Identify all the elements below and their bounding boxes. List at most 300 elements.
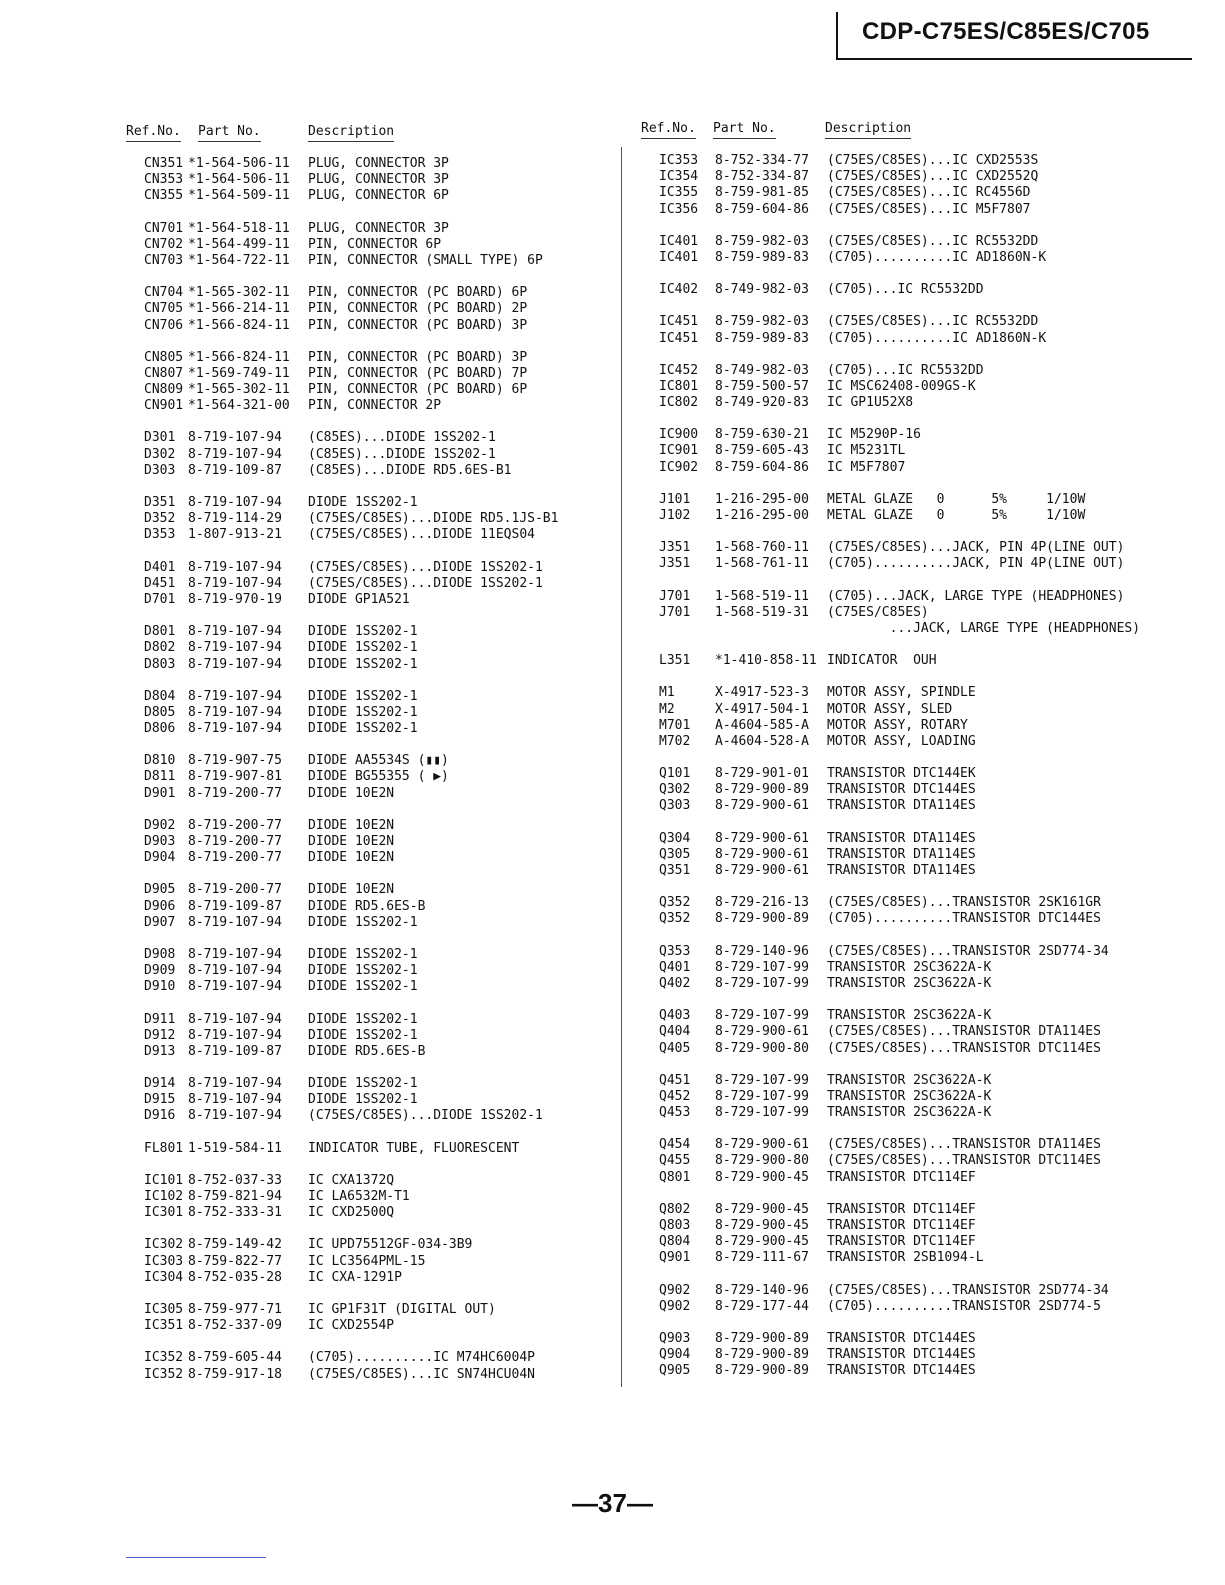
table-row <box>641 540 1201 556</box>
description: IC CXA1372Q <box>308 1172 395 1188</box>
ref-no: CN809 <box>144 382 184 398</box>
ref-no: D903 <box>144 834 176 849</box>
part-no: 8-719-107-94 <box>188 1027 282 1043</box>
ref-no: D910 <box>144 979 176 995</box>
part-no: 8-719-107-94 <box>188 721 282 737</box>
table-row <box>641 1331 1201 1347</box>
description: (C75ES/C85ES)...DIODE RD5.1JS-B1 <box>308 511 559 527</box>
description: IC CXA-1291P <box>308 1269 402 1285</box>
table-row <box>641 314 1201 330</box>
description: IC M5F7807 <box>827 459 906 475</box>
description: DIODE 1SS202-1 <box>308 1076 418 1092</box>
part-no: 8-719-109-87 <box>188 898 282 914</box>
ref-no: IC354 <box>659 169 699 185</box>
ref-no: Q302 <box>659 782 691 798</box>
ref-no: Q453 <box>659 1105 691 1121</box>
parts-group <box>641 895 1201 927</box>
ref-no: CN351 <box>144 156 184 171</box>
part-no: *1-564-499-11 <box>188 236 290 252</box>
description: DIODE 10E2N <box>308 817 395 833</box>
ref-no: Q903 <box>659 1330 691 1346</box>
part-no: 8-729-900-45 <box>715 1201 809 1217</box>
part-no: 8-729-107-99 <box>715 959 809 975</box>
table-row <box>126 156 596 172</box>
description: (C85ES)...DIODE 1SS202-1 <box>308 430 496 446</box>
header-ref-no: Ref.No. <box>126 124 181 142</box>
description: (C85ES)...DIODE 1SS202-1 <box>308 446 496 462</box>
ref-no: IC401 <box>659 249 699 265</box>
description: (C75ES/C85ES)...DIODE 11EQS04 <box>308 527 535 543</box>
ref-no: Q804 <box>659 1234 691 1250</box>
description: IC GP1F31T (DIGITAL OUT) <box>308 1301 496 1317</box>
part-no: 8-729-900-61 <box>715 798 809 814</box>
table-row <box>641 460 1201 476</box>
ref-no: IC802 <box>659 395 699 411</box>
table-row <box>641 492 1201 508</box>
ref-no: M701 <box>659 717 691 733</box>
ref-no: IC402 <box>659 282 699 298</box>
description: DIODE 1SS202-1 <box>308 721 418 737</box>
ref-no: Q902 <box>659 1298 691 1314</box>
parts-group <box>126 285 596 334</box>
description: TRANSISTOR DTA114ES <box>827 846 976 862</box>
description: (C75ES/C85ES)...DIODE 1SS202-1 <box>308 1108 543 1124</box>
part-no: *1-564-506-11 <box>188 172 290 188</box>
description: PLUG, CONNECTOR 3P <box>308 156 449 171</box>
part-no: 8-719-107-94 <box>188 640 282 656</box>
part-no: 8-729-900-61 <box>715 846 809 862</box>
description: (C705)..........IC AD1860N-K <box>827 330 1047 346</box>
description: DIODE 10E2N <box>308 785 395 801</box>
part-no: 8-719-200-77 <box>188 850 282 866</box>
ref-no: CN703 <box>144 252 184 268</box>
table-row <box>641 685 1201 701</box>
description: IC M5290P-16 <box>827 427 921 443</box>
description: TRANSISTOR 2SB1094-L <box>827 1250 984 1266</box>
ref-no: D353 <box>144 527 176 543</box>
ref-no: IC351 <box>144 1318 184 1334</box>
table-row <box>126 818 596 834</box>
parts-column-right <box>641 121 1201 1396</box>
description: DIODE 1SS202-1 <box>308 656 418 672</box>
ref-no: D916 <box>144 1108 176 1124</box>
ref-no: D909 <box>144 963 176 979</box>
part-no: 8-752-035-28 <box>188 1269 282 1285</box>
ref-no: D908 <box>144 946 176 962</box>
description: TRANSISTOR DTC114EF <box>827 1218 976 1233</box>
part-no: 8-729-107-99 <box>715 1008 809 1024</box>
ref-no: D913 <box>144 1043 176 1059</box>
part-no: 8-729-900-80 <box>715 1040 809 1056</box>
table-row <box>126 1012 596 1028</box>
table-row <box>641 282 1201 298</box>
part-no: *1-564-518-11 <box>188 220 290 236</box>
ref-no: D905 <box>144 882 176 898</box>
table-row <box>641 153 1201 169</box>
parts-group <box>641 1331 1201 1380</box>
description: MOTOR ASSY, ROTARY <box>827 717 968 733</box>
description: DIODE 1SS202-1 <box>308 624 418 640</box>
part-no: 8-759-989-83 <box>715 330 809 346</box>
table-row <box>126 705 596 721</box>
part-no: *1-564-509-11 <box>188 188 290 204</box>
part-no: 8-719-114-29 <box>188 511 282 527</box>
table-row <box>641 1299 1201 1315</box>
description: TRANSISTOR DTC144EK <box>827 766 976 782</box>
description: DIODE 1SS202-1 <box>308 704 418 720</box>
ref-no: IC452 <box>659 362 699 378</box>
header-description: Description <box>825 121 911 139</box>
description: DIODE BG55355 ( ▶) <box>308 769 449 785</box>
ref-no: Q352 <box>659 911 691 927</box>
description: IC MSC62408-009GS-K <box>827 378 976 394</box>
description: PIN, CONNECTOR (PC BOARD) 6P <box>308 285 528 301</box>
ref-no: D302 <box>144 446 176 462</box>
description: TRANSISTOR 2SC3622A-K <box>827 959 992 975</box>
ref-no: Q401 <box>659 959 691 975</box>
part-no: *1-566-214-11 <box>188 301 290 317</box>
ref-no: J101 <box>659 491 691 507</box>
description: DIODE 1SS202-1 <box>308 1011 418 1027</box>
part-no: 8-729-900-61 <box>715 1024 809 1040</box>
table-row <box>126 398 596 414</box>
part-no: 8-729-900-45 <box>715 1218 809 1233</box>
table-row <box>641 443 1201 459</box>
table-row <box>641 782 1201 798</box>
ref-no: Q901 <box>659 1250 691 1266</box>
description: MOTOR ASSY, SLED <box>827 701 953 717</box>
part-no: 8-719-107-94 <box>188 963 282 979</box>
table-row <box>126 1318 596 1334</box>
ref-no: Q904 <box>659 1347 691 1363</box>
parts-group <box>126 624 596 673</box>
description: (C75ES/C85ES)...IC SN74HCU04N <box>308 1366 535 1382</box>
table-row <box>641 1250 1201 1266</box>
description: (C75ES/C85ES) <box>827 604 929 620</box>
part-no: 8-729-900-89 <box>715 1363 809 1379</box>
ref-no: D801 <box>144 624 176 640</box>
table-row <box>641 1283 1201 1299</box>
part-no: A-4604-528-A <box>715 733 809 749</box>
table-row <box>126 576 596 592</box>
table-row <box>641 508 1201 524</box>
description: TRANSISTOR 2SC3622A-K <box>827 1105 992 1121</box>
part-no: 8-729-216-13 <box>715 895 809 911</box>
table-row <box>126 1270 596 1286</box>
ref-no: Q801 <box>659 1169 691 1185</box>
part-no: A-4604-585-A <box>715 717 809 733</box>
description: PIN, CONNECTOR (PC BOARD) 3P <box>308 317 528 333</box>
part-no: *1-566-824-11 <box>188 317 290 333</box>
description: MOTOR ASSY, SPINDLE <box>827 685 976 701</box>
table-row <box>641 202 1201 218</box>
description: ...JACK, LARGE TYPE (HEADPHONES) <box>827 620 1141 636</box>
ref-no: L351 <box>659 653 691 669</box>
ref-no: Q403 <box>659 1008 691 1024</box>
parts-group <box>126 1141 596 1157</box>
description: PLUG, CONNECTOR 6P <box>308 188 449 204</box>
table-row <box>641 605 1201 621</box>
part-no: 8-759-982-03 <box>715 314 809 330</box>
table-row <box>641 395 1201 411</box>
column-headers-left <box>126 124 596 148</box>
parts-group <box>641 153 1201 218</box>
parts-group <box>641 1073 1201 1122</box>
table-row <box>126 1367 596 1383</box>
description: (C705)..........IC AD1860N-K <box>827 249 1047 265</box>
table-row <box>641 863 1201 879</box>
description: TRANSISTOR DTA114ES <box>827 798 976 814</box>
description: TRANSISTOR 2SC3622A-K <box>827 975 992 991</box>
table-row <box>641 1363 1201 1379</box>
part-no: 8-719-107-94 <box>188 946 282 962</box>
part-no: 8-729-900-89 <box>715 911 809 927</box>
ref-no: CN705 <box>144 301 184 317</box>
ref-no: CN702 <box>144 236 184 252</box>
table-row <box>126 657 596 673</box>
ref-no: CN901 <box>144 398 184 414</box>
table-row <box>641 589 1201 605</box>
table-row <box>126 1189 596 1205</box>
header-part-no: Part No. <box>198 124 261 142</box>
table-row <box>126 1350 596 1366</box>
table-row <box>126 495 596 511</box>
ref-no: Q902 <box>659 1282 691 1298</box>
part-no: 8-759-605-44 <box>188 1350 282 1366</box>
table-row <box>641 621 1201 637</box>
table-row <box>641 379 1201 395</box>
part-no: 8-759-604-86 <box>715 201 809 217</box>
table-row <box>641 702 1201 718</box>
part-no: 8-719-907-75 <box>188 753 282 769</box>
description: PLUG, CONNECTOR 3P <box>308 172 449 188</box>
description: IC LC3564PML-15 <box>308 1253 426 1269</box>
table-row <box>126 915 596 931</box>
ref-no: D906 <box>144 898 176 914</box>
ref-no: Q402 <box>659 975 691 991</box>
table-row <box>126 1092 596 1108</box>
table-row <box>641 250 1201 266</box>
ref-no: D451 <box>144 575 176 591</box>
parts-group <box>126 947 596 996</box>
description: DIODE RD5.6ES-B <box>308 1043 426 1059</box>
part-no: 8-729-900-89 <box>715 1347 809 1363</box>
ref-no: Q404 <box>659 1024 691 1040</box>
table-row <box>126 753 596 769</box>
part-no: 8-729-107-99 <box>715 1072 809 1088</box>
description: TRANSISTOR DTC114EF <box>827 1169 976 1185</box>
description: DIODE 10E2N <box>308 834 395 849</box>
parts-group <box>126 1302 596 1334</box>
part-no: X-4917-523-3 <box>715 685 809 701</box>
table-row <box>126 447 596 463</box>
ref-no: IC451 <box>659 314 699 330</box>
table-row <box>126 430 596 446</box>
table-row <box>641 1170 1201 1186</box>
ref-no: D911 <box>144 1011 176 1027</box>
description: PIN, CONNECTOR 2P <box>308 398 442 414</box>
table-row <box>126 979 596 995</box>
ref-no: CN807 <box>144 365 184 381</box>
part-no: 1-568-760-11 <box>715 540 809 556</box>
ref-no: IC102 <box>144 1189 184 1204</box>
part-no: *1-569-749-11 <box>188 365 290 381</box>
part-no: 1-519-584-11 <box>188 1140 282 1156</box>
description: (C75ES/C85ES)...TRANSISTOR DTA114ES <box>827 1024 1101 1040</box>
table-row <box>126 882 596 898</box>
part-no: 8-759-821-94 <box>188 1189 282 1204</box>
ref-no: CN353 <box>144 172 184 188</box>
ref-no: Q101 <box>659 766 691 782</box>
description: TRANSISTOR 2SC3622A-K <box>827 1008 992 1024</box>
table-row <box>641 1137 1201 1153</box>
parts-group <box>126 1173 596 1222</box>
ref-no: J701 <box>659 588 691 604</box>
description: TRANSISTOR DTC114EF <box>827 1201 976 1217</box>
part-no: 1-568-519-31 <box>715 604 809 620</box>
part-no: *1-410-858-11 <box>715 653 817 669</box>
ref-no: IC302 <box>144 1237 184 1253</box>
part-no: X-4917-504-1 <box>715 701 809 717</box>
description: (C705)..........TRANSISTOR 2SD774-5 <box>827 1298 1101 1314</box>
parts-group <box>126 1012 596 1061</box>
part-no: 8-719-107-94 <box>188 575 282 591</box>
description: TRANSISTOR DTC144ES <box>827 782 976 798</box>
description: (C75ES/C85ES)...IC CXD2552Q <box>827 169 1039 185</box>
table-row <box>126 1173 596 1189</box>
description: DIODE 10E2N <box>308 850 395 866</box>
table-row <box>126 592 596 608</box>
part-no: 8-719-107-94 <box>188 1108 282 1124</box>
ref-no: D914 <box>144 1076 176 1092</box>
ref-no: Q905 <box>659 1363 691 1379</box>
parts-group <box>641 314 1201 346</box>
description: (C85ES)...DIODE RD5.6ES-B1 <box>308 462 512 478</box>
description: IC CXD2500Q <box>308 1205 395 1221</box>
description: DIODE AA5534S (▮▮) <box>308 753 449 769</box>
description: INDICATOR TUBE, FLUORESCENT <box>308 1140 520 1156</box>
description: IC LA6532M-T1 <box>308 1189 410 1204</box>
header-rule-vertical <box>836 12 838 60</box>
part-no: 8-719-200-77 <box>188 785 282 801</box>
description: (C75ES/C85ES)...IC RC5532DD <box>827 233 1039 249</box>
ref-no: IC352 <box>144 1350 184 1366</box>
table-row <box>126 527 596 543</box>
parts-group <box>126 1350 596 1382</box>
parts-group <box>641 234 1201 266</box>
ref-no: J351 <box>659 540 691 556</box>
table-row <box>126 1237 596 1253</box>
ref-no: IC401 <box>659 233 699 249</box>
ref-no: CN805 <box>144 349 184 365</box>
description: IC M5231TL <box>827 443 906 459</box>
parts-group <box>641 653 1201 669</box>
parts-group <box>126 753 596 802</box>
table-row <box>126 253 596 269</box>
description: TRANSISTOR 2SC3622A-K <box>827 1088 992 1104</box>
table-row <box>126 1141 596 1157</box>
part-no: 8-719-907-81 <box>188 769 282 785</box>
table-row <box>126 188 596 204</box>
part-no: 8-752-333-31 <box>188 1205 282 1221</box>
description: (C75ES/C85ES)...IC RC4556D <box>827 185 1031 201</box>
part-no: 1-568-519-11 <box>715 588 809 604</box>
part-no: 8-719-107-94 <box>188 559 282 575</box>
description: PIN, CONNECTOR 6P <box>308 236 442 252</box>
part-no: 8-719-200-77 <box>188 834 282 849</box>
table-row <box>126 172 596 188</box>
description: (C75ES/C85ES)...TRANSISTOR 2SD774-34 <box>827 1282 1109 1298</box>
table-row <box>126 769 596 785</box>
table-row <box>126 899 596 915</box>
description: (C705)..........IC M74HC6004P <box>308 1350 535 1366</box>
header-part-no: Part No. <box>713 121 776 139</box>
description: INDICATOR OUH <box>827 653 937 669</box>
description: (C75ES/C85ES)...IC M5F7807 <box>827 201 1031 217</box>
description: IC UPD75512GF-034-3B9 <box>308 1237 473 1253</box>
table-row <box>126 463 596 479</box>
description: (C75ES/C85ES)...JACK, PIN 4P(LINE OUT) <box>827 540 1125 556</box>
part-no: 8-719-200-77 <box>188 882 282 898</box>
description: (C705)..........TRANSISTOR DTC144ES <box>827 911 1101 927</box>
table-row <box>641 944 1201 960</box>
ref-no: IC301 <box>144 1205 184 1221</box>
ref-no: IC303 <box>144 1253 184 1269</box>
table-row <box>641 766 1201 782</box>
parts-group <box>641 1137 1201 1186</box>
table-row <box>641 1202 1201 1218</box>
parts-group <box>126 430 596 479</box>
table-row <box>641 847 1201 863</box>
ref-no: CN704 <box>144 285 184 301</box>
description: DIODE 1SS202-1 <box>308 688 418 704</box>
table-row <box>126 511 596 527</box>
parts-group <box>126 156 596 205</box>
parts-group <box>126 882 596 931</box>
parts-group <box>126 221 596 270</box>
description: METAL GLAZE 0 5% 1/10W <box>827 508 1086 523</box>
table-row <box>641 718 1201 734</box>
table-row <box>126 786 596 802</box>
part-no: 8-719-109-87 <box>188 462 282 478</box>
description: TRANSISTOR DTA114ES <box>827 830 976 846</box>
table-row <box>126 318 596 334</box>
description: TRANSISTOR DTC114EF <box>827 1234 976 1250</box>
table-row <box>126 947 596 963</box>
table-row <box>126 850 596 866</box>
part-no: 8-759-982-03 <box>715 233 809 249</box>
table-row <box>126 1028 596 1044</box>
part-no: 8-752-334-77 <box>715 153 809 168</box>
description: DIODE 1SS202-1 <box>308 495 418 510</box>
table-row <box>641 1218 1201 1234</box>
table-row <box>126 721 596 737</box>
description: PIN, CONNECTOR (SMALL TYPE) 6P <box>308 252 543 268</box>
ref-no: D301 <box>144 430 176 446</box>
ref-no: IC356 <box>659 201 699 217</box>
description: (C705)...JACK, LARGE TYPE (HEADPHONES) <box>827 588 1125 604</box>
part-no: 1-568-761-11 <box>715 556 809 572</box>
ref-no: D401 <box>144 559 176 575</box>
part-no: 1-807-913-21 <box>188 527 282 543</box>
ref-no: CN355 <box>144 188 184 204</box>
parts-group <box>641 427 1201 476</box>
description: (C75ES/C85ES)...TRANSISTOR DTC114ES <box>827 1153 1101 1169</box>
ref-no: D907 <box>144 914 176 930</box>
parts-group <box>641 589 1201 638</box>
part-no: 8-719-109-87 <box>188 1043 282 1059</box>
ref-no: CN706 <box>144 317 184 333</box>
